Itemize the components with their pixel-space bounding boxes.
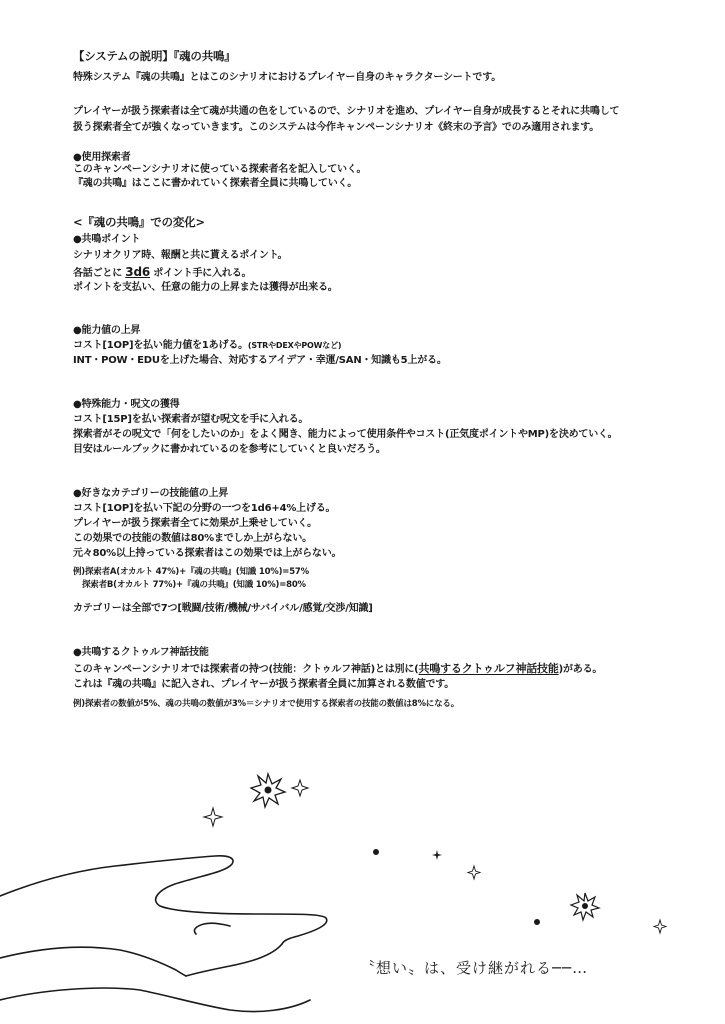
points-line3: ポイントを支払い、任意の能力の上昇または獲得が出来る。 [73, 282, 338, 293]
changes-heading: <『魂の共鳴』での変化> [73, 215, 205, 229]
ability-line1-note: (STRやDEXやPOWなど) [247, 341, 342, 350]
cthulhu-line1-post: )がある。 [558, 664, 603, 675]
used-investigators-heading: ●使用探索者 [73, 152, 131, 163]
points-heading: ●共鳴ポイント [73, 234, 141, 245]
skill-heading: ●好きなカテゴリーの技能値の上昇 [73, 488, 229, 499]
used-investigators-line2: 『魂の共鳴』はここに書かれていく探索者全員に共鳴していく。 [73, 178, 357, 189]
small-sparkle-icon [204, 780, 666, 933]
cthulhu-line1-pre: このキャンペーンシナリオでは探索者の持つ(技能：クトゥルフ神話)とは別に( [73, 664, 419, 675]
skill-line3: この効果での技能の数値は80%までしか上がらない。 [73, 533, 312, 544]
para1-line1: プレイヤーが扱う探索者は全て魂が共通の色をしているので、シナリオを進め、プレイヤー自身が成長するとそれに共鳴して [73, 106, 620, 117]
ability-line1-text: コスト[1OP]を払い能力値を1あげる。 [73, 340, 248, 351]
para1-line2: 扱う探索者全てが強くなっていきます。このシステムは今作キャンペーンシナリオ《終末の予言》でのみ適用されます。 [73, 122, 600, 133]
points-line1: シナリオクリア時、報酬と共に貰えるポイント。 [73, 250, 288, 261]
sparkle-star-icon [251, 774, 285, 807]
skill-categories: カテゴリーは全部で7つ[戦闘/技術/機械/サバイバル/感覚/交渉/知識] [73, 603, 373, 614]
special-line1: コスト[15P]を払い探索者が望む呪文を手に入れる。 [73, 414, 309, 425]
special-line2: 探索者がその呪文で「何をしたいのか」をよく聞き、能力によって使用条件やコスト(正気度ポイントやMP)を決めていく。 [73, 429, 618, 440]
used-investigators-line1: このキャンペーンシナリオに使っている探索者名を記入していく。 [73, 164, 367, 175]
skill-line4: 元々80%以上持っている探索者はこの効果では上がらない。 [73, 548, 342, 559]
sparkle-star-icon [571, 893, 599, 920]
special-heading: ●特殊能力・呪文の獲得 [73, 399, 180, 410]
intro-text: 特殊システム『魂の共鳴』とはこのシナリオにおけるプレイヤー自身のキャラクターシートです。 [73, 72, 501, 83]
special-line3: 目安はルールブックに書かれているのを参考にしていくと良いだろう。 [73, 444, 386, 455]
skill-line1: コスト[1OP]を払い下記の分野の一つを1d6+4%上げる。 [73, 503, 336, 514]
ability-line2: INT・POW・EDUを上げた場合、対応するアイデア・幸運/SAN・知識も5上がる。 [73, 355, 447, 366]
open-hand-drawing [0, 856, 327, 1012]
cthulhu-skill-term: 共鳴するクトゥルフ神話技能 [418, 662, 559, 675]
skill-example2: 探索者B(オカルト 77%)+『魂の共鳴』(知識 10%)=80% [82, 580, 306, 590]
cthulhu-heading: ●共鳴するクトゥルフ神話技能 [73, 647, 209, 658]
dice-roll-value: 3d6 [125, 265, 150, 279]
tagline-text: 〝想い〟は、受け継がれる──… [360, 959, 589, 977]
cthulhu-example: 例)探索者の数値が5%、魂の共鳴の数値が3%＝シナリオで使用する探索者の技能の数値は8%になる。 [73, 699, 459, 709]
cthulhu-line2: これは『魂の共鳴』に記入され、プレイヤーが扱う探索者全員に加算される数値です。 [73, 679, 455, 690]
document-title: 【システムの説明】『魂の共鳴』 [73, 49, 236, 63]
points-line2-pre: 各話ごとに [73, 268, 122, 279]
skill-example1: 例)探索者A(オカルト 47%)+『魂の共鳴』(知識 10%)=57% [73, 567, 309, 577]
skill-line2: プレイヤーが扱う探索者全てに効果が上乗せしていく。 [73, 518, 317, 529]
ability-heading: ●能力値の上昇 [73, 325, 141, 336]
points-line2-post: ポイント手に入れる。 [153, 268, 252, 279]
